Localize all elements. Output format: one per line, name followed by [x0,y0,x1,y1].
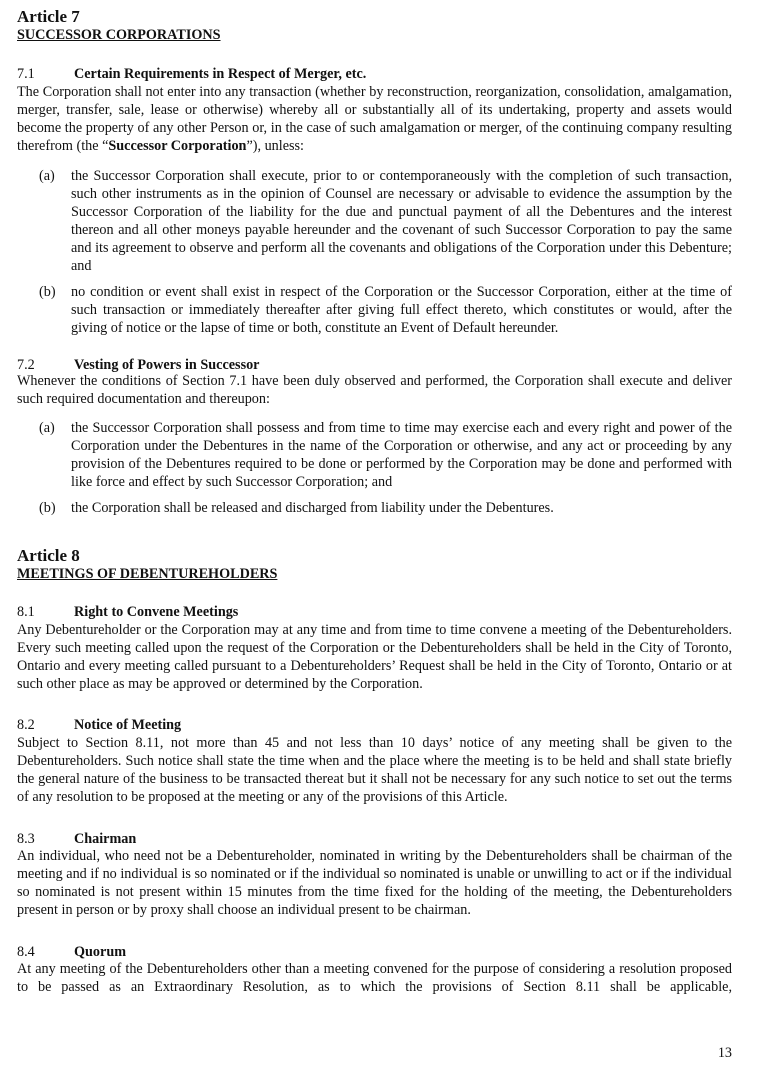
list-item [17,284,732,338]
section-title: Chairman [74,831,137,847]
section-7-2-paragraph: Whenever the conditions of Section 7.1 have been duly observed and performed, the Corporation shall execute and deliver such required documentation and thereupon: [17,373,732,407]
section-7-1-heading [17,65,732,83]
article-7-subtitle: SUCCESSOR CORPORATIONS [17,27,221,43]
section-title: Certain Requirements in Respect of Merger, etc. [74,66,367,82]
list-label: (b) [39,284,56,300]
section-number: 8.1 [17,604,35,620]
list-item [17,500,732,518]
section-title: Vesting of Powers in Successor [74,357,260,373]
section-number: 7.1 [17,66,35,82]
paragraph-text: The Corporation shall not enter into any transaction (whether by reconstruction, reorganization, consolidation, amalgamation, merger, transfer, sale, lease or otherwise) whereby all or substantially all of its undertaking, property and assets would become the property of any other Person or, in the case of such amalgamation or merger, of the continuing company resulting therefrom (the “ [17,84,732,154]
section-7-2-heading [17,356,732,374]
section-8-3-heading [17,830,732,848]
article-8-subtitle: MEETINGS OF DEBENTUREHOLDERS [17,566,278,582]
list-label: (a) [39,420,55,436]
section-number: 8.2 [17,717,35,733]
section-title: Quorum [74,944,127,960]
article-8-title: Article 8 [17,546,80,565]
article-7-title: Article 7 [17,7,80,26]
list-text: no condition or event shall exist in respect of the Corporation or the Successor Corporation, either at the time of such transaction or immediately thereafter after giving full effect thereto, which constitutes or would, after the giving of notice or the lapse of time or both, constitute an Event of Default hereunder. [71,284,732,336]
list-item [17,168,732,275]
defined-term: Successor Corporation [108,137,247,154]
list-label: (b) [39,500,56,516]
section-8-4-heading [17,943,732,961]
list-text: the Successor Corporation shall possess and from time to time may exercise each and every right and power of the Corporation under the Debentures in the name of the Corporation or otherwise, and any act or proceeding by any provision of the Debentures required to be done or performed by the Corporation may be done and performed with like force and effect by such Successor Corporation; and [71,420,732,490]
section-number: 8.4 [17,944,35,960]
section-title: Right to Convene Meetings [74,604,239,620]
section-8-2-paragraph: Subject to Section 8.11, not more than 45 and not less than 10 days’ notice of any meeting shall be given to the Debentureholders. Such notice shall state the time when and the place where the meeting is to be held and shall state briefly the general nature of the business to be transacted thereat but it shall not be necessary for any such notice to set out the terms of any resolution to be proposed at the meeting or any of the provisions of this Article. [17,735,732,805]
paragraph-text: ”), unless: [246,137,304,154]
section-number: 7.2 [17,357,35,373]
section-title: Notice of Meeting [74,717,182,733]
list-text: the Successor Corporation shall execute, prior to or contemporaneously with the completion of such transaction, such other instruments as in the opinion of Counsel are necessary or advisable to evidence the assumption by the Successor Corporation of the liability for the due and punctual payment of all the Debentures and the interest thereon and all other moneys payable hereunder and the covenant of such Successor Corporation to pay the same and its agreement to observe and perform all the covenants and obligations of the Corporation under this Debenture; and [71,168,732,274]
section-8-1-paragraph: Any Debentureholder or the Corporation may at any time and from time to time convene a meeting of the Debentureholders. Every such meeting called upon the request of the Corporation or the Debentureholders shall be held in the City of Toronto, Ontario and every meeting called pursuant to a Debentureholders’ Request shall be held in the City of Toronto, Ontario or at such other place as may be approved or determined by the Corporation. [17,622,732,692]
section-8-1-heading [17,603,732,621]
section-7-1-paragraph [17,84,732,156]
list-text: the Corporation shall be released and discharged from liability under the Debentures. [71,500,554,516]
section-number: 8.3 [17,831,35,847]
list-item [17,420,732,492]
page-number: 13 [717,1045,732,1061]
section-8-4-paragraph: At any meeting of the Debentureholders other than a meeting convened for the purpose of considering a resolution proposed to be passed as an Extraordinary Resolution, as to which the provisions of Section 8.11 shall be applicable, [17,961,732,995]
section-8-2-heading [17,716,732,734]
list-label: (a) [39,168,55,184]
section-8-3-paragraph: An individual, who need not be a Debentureholder, nominated in writing by the Debentureholders shall be chairman of the meeting and if no individual is so nominated or if the individual so nominated is unable or unwilling to act or if the individual so nominated is not present within 15 minutes from the time fixed for the holding of the meeting, the Debentureholders present in person or by proxy shall choose an individual present to be chairman. [17,848,732,918]
